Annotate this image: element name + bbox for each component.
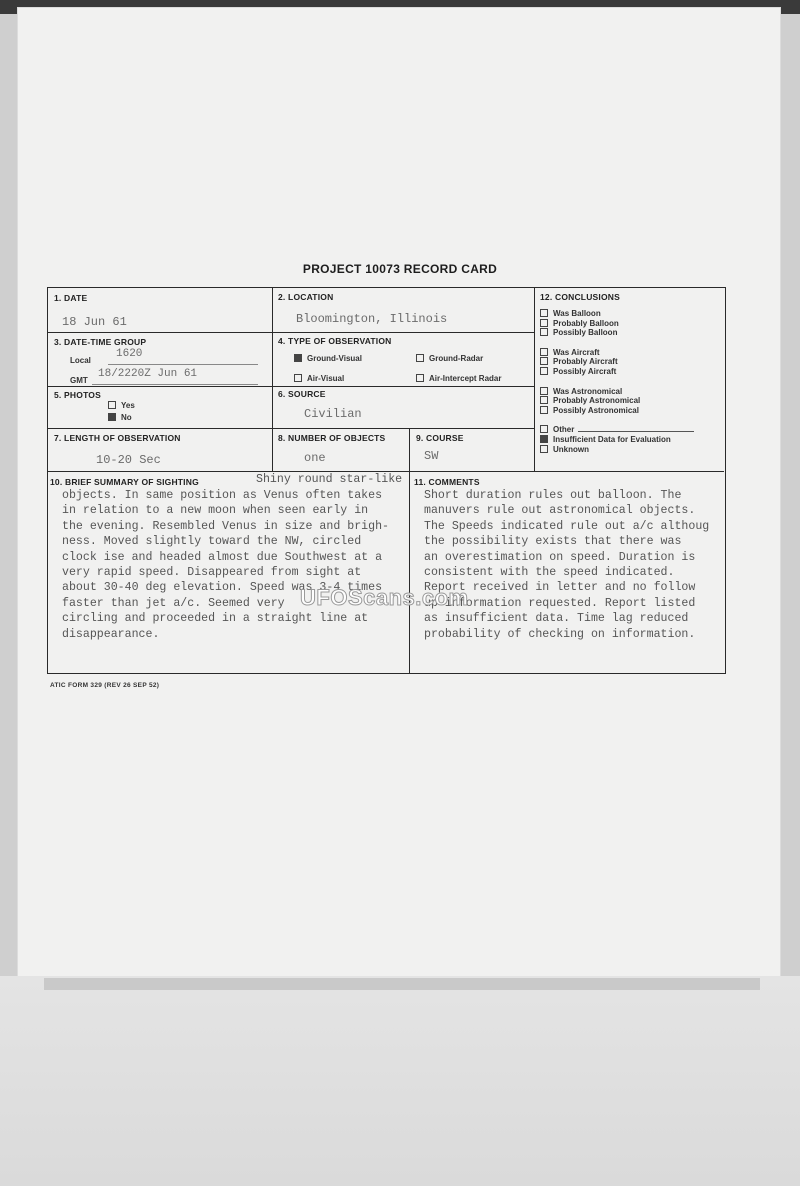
checkbox-icon <box>540 348 548 356</box>
option-ground-visual: Ground-Visual <box>294 354 362 363</box>
conclusion-was-astronomical: Was Astronomical <box>540 387 694 397</box>
conclusion-unknown: Unknown <box>540 445 694 455</box>
conclusion-was-aircraft: Was Aircraft <box>540 348 694 358</box>
source-label: 6. SOURCE <box>278 389 326 399</box>
conclusion-probably-aircraft: Probably Aircraft <box>540 357 694 367</box>
summary-text: objects. In same position as Venus often takes in relation to a new moon when seen early in the evening. Resembled Venus in size and brigh- ness. Moved slightly toward the NW, circled clock ise and headed almost due Southwest at a very rapid speed. Disappeared from sight at about 30-40 deg elevation. Speed was 3-4 times faster than jet a/c. Seemed very circling and proceeded in a straight line at disappearance. <box>62 489 389 641</box>
paper-shadow <box>44 978 760 990</box>
summary-first-line: Shiny round star-like <box>256 473 403 486</box>
checked-box-icon <box>540 435 548 443</box>
form-number: ATIC FORM 329 (REV 26 SEP 52) <box>50 682 160 689</box>
checkbox-icon <box>540 328 548 336</box>
type-label: 4. TYPE OF OBSERVATION <box>278 336 392 346</box>
photos-no: No <box>108 413 132 422</box>
checkbox-icon <box>108 401 116 409</box>
checked-box-icon <box>108 413 116 421</box>
location-label: 2. LOCATION <box>278 292 334 302</box>
conclusion-possibly-astronomical: Possibly Astronomical <box>540 406 694 416</box>
checkbox-icon <box>540 319 548 327</box>
record-card <box>47 287 726 674</box>
summary-label: 10. BRIEF SUMMARY OF SIGHTING <box>50 477 199 487</box>
comments-text: Short duration rules out balloon. The manuvers rule out astronomical objects. The Speeds indicated rule out a/c althoug the possibility exists that there was an overestimation on speed. Duration is consistent with the speed indicated. Report received in letter and no follow up information requested. Report listed as insufficient data. Time lag reduced probability of checking on information. <box>424 489 710 641</box>
conclusion-insufficient-data: Insufficient Data for Evaluation <box>540 435 694 445</box>
checkbox-icon <box>540 387 548 395</box>
number-value: one <box>304 451 326 465</box>
watermark: UFOScans.com <box>300 585 469 610</box>
local-label: Local <box>70 356 91 365</box>
conclusions-list <box>540 309 694 454</box>
conclusion-other: Other <box>540 425 694 435</box>
length-value: 10-20 Sec <box>96 453 161 467</box>
course-value: SW <box>424 449 439 463</box>
checkbox-icon <box>416 354 424 362</box>
location-value: Bloomington, Illinois <box>296 312 448 326</box>
underlying-paper <box>0 976 800 1186</box>
source-value: Civilian <box>304 407 362 421</box>
dtg-label: 3. DATE-TIME GROUP <box>54 337 147 347</box>
conclusion-possibly-balloon: Possibly Balloon <box>540 328 694 338</box>
option-ground-radar: Ground-Radar <box>416 354 483 363</box>
conclusion-was-balloon: Was Balloon <box>540 309 694 319</box>
photos-yes: Yes <box>108 401 135 410</box>
checkbox-icon <box>416 374 424 382</box>
length-label: 7. LENGTH OF OBSERVATION <box>54 433 181 443</box>
conclusion-possibly-aircraft: Possibly Aircraft <box>540 367 694 377</box>
checkbox-icon <box>540 309 548 317</box>
number-label: 8. NUMBER OF OBJECTS <box>278 433 386 443</box>
checkbox-icon <box>540 406 548 414</box>
card-title: PROJECT 10073 RECORD CARD <box>302 262 498 276</box>
photos-label: 5. PHOTOS <box>54 390 101 400</box>
checkbox-icon <box>540 425 548 433</box>
option-air-visual: Air-Visual <box>294 374 344 383</box>
checkbox-icon <box>294 374 302 382</box>
option-air-intercept-radar: Air-Intercept Radar <box>416 374 501 383</box>
checkbox-icon <box>540 367 548 375</box>
conclusions-label: 12. CONCLUSIONS <box>540 292 620 302</box>
conclusion-probably-astronomical: Probably Astronomical <box>540 396 694 406</box>
gmt-time-value: 18/2220Z Jun 61 <box>98 368 198 380</box>
date-label: 1. DATE <box>54 293 88 303</box>
gmt-label: GMT <box>70 376 88 385</box>
local-time-value: 1620 <box>116 348 143 360</box>
checkbox-icon <box>540 396 548 404</box>
conclusion-probably-balloon: Probably Balloon <box>540 319 694 329</box>
date-value: 18 Jun 61 <box>62 315 127 329</box>
checkbox-icon <box>540 445 548 453</box>
checked-box-icon <box>294 354 302 362</box>
checkbox-icon <box>540 357 548 365</box>
course-label: 9. COURSE <box>416 433 464 443</box>
comments-label: 11. COMMENTS <box>414 477 480 487</box>
